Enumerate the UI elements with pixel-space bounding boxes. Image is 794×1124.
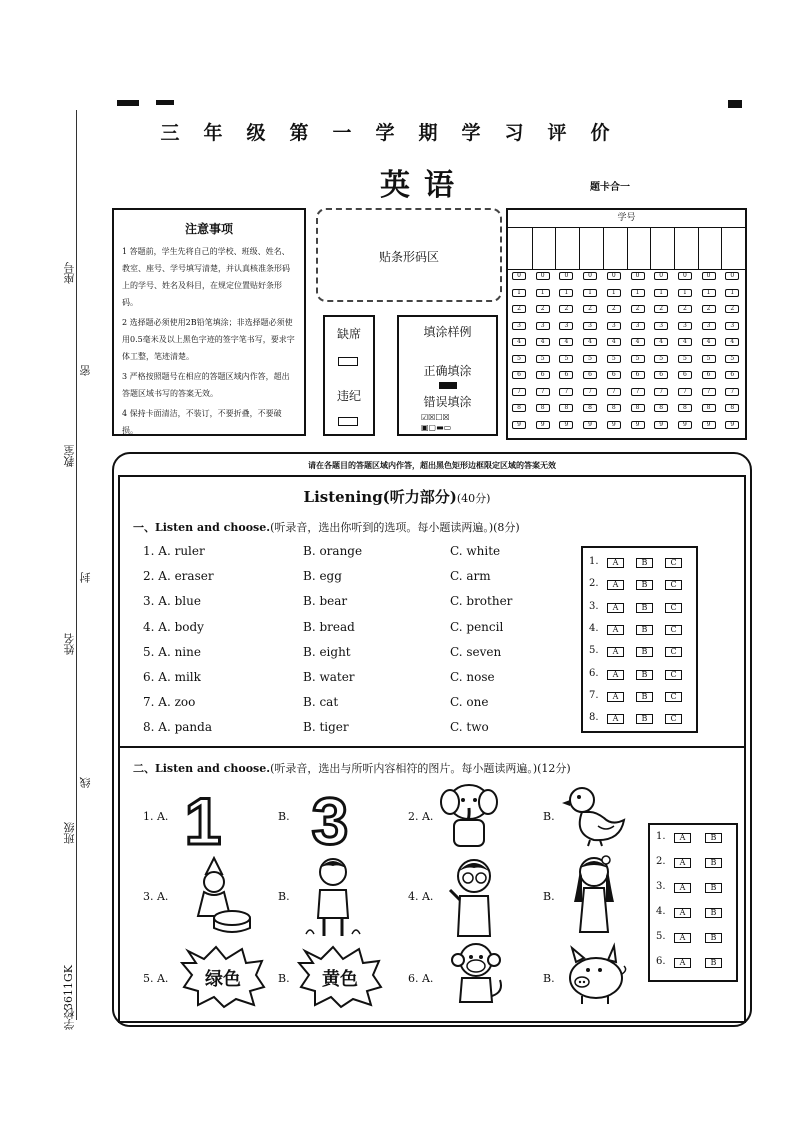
boy-image[interactable] <box>302 856 364 944</box>
notes-box <box>112 208 306 436</box>
student-id-bubble[interactable]: 3 <box>559 322 573 330</box>
student-id-bubble[interactable]: 7 <box>559 388 573 396</box>
section-title <box>0 486 794 507</box>
part2-answer-bubble[interactable]: B <box>705 833 722 843</box>
part1-option-c: C. pencil <box>450 619 504 634</box>
wrong-fill-sample-1: ☑☒☐☒ <box>421 413 450 422</box>
sidebar-classroom-label: 教室 <box>63 445 76 467</box>
notes-item: 4 保持卡面清洁，不装订，不要折叠，不要破损。 <box>122 409 282 435</box>
girl-image[interactable] <box>566 854 622 940</box>
part1-answer-bubble[interactable]: B <box>636 603 653 613</box>
correct-fill-label: 正确填涂 <box>423 364 472 378</box>
corner-mark-left-2 <box>156 100 174 105</box>
part1-question-number: 2. <box>143 569 155 584</box>
part1-answer-bubble[interactable]: A <box>607 625 624 635</box>
part2-instruction: (听录音，选出与所听内容相符的图片。每小题读两遍。)(12分) <box>270 762 571 775</box>
student-id-bubble[interactable]: 7 <box>536 388 550 396</box>
part2-answer-bubble[interactable]: A <box>674 833 691 843</box>
student-id-bubble[interactable]: 4 <box>512 338 526 346</box>
corner-mark-left <box>117 100 139 106</box>
part2-answer-bubble[interactable]: B <box>705 908 722 918</box>
student-id-bubble[interactable]: 0 <box>583 272 597 280</box>
absent-box <box>323 315 375 436</box>
student-id-bubble[interactable]: 7 <box>654 388 668 396</box>
part1-answer-bubble[interactable]: C <box>665 670 682 680</box>
digit-one-image[interactable] <box>178 788 228 850</box>
part1-answer-bubble[interactable]: B <box>636 670 653 680</box>
student-id-bubble[interactable]: 2 <box>607 305 621 313</box>
part1-question-number: 1. <box>143 544 155 558</box>
q3b-label: B. <box>278 890 290 903</box>
student-id-bubble[interactable]: 2 <box>702 305 716 313</box>
part1-question-number: 8. <box>143 720 155 735</box>
barcode-area[interactable] <box>316 208 502 302</box>
student-id-bubble[interactable]: 9 <box>559 421 573 429</box>
part1-option-a <box>143 569 214 583</box>
part1-answer-number: 8. <box>589 712 599 724</box>
part1-answer-bubble[interactable]: A <box>607 558 624 568</box>
student-id-bubble[interactable]: 3 <box>536 322 550 330</box>
part2-answer-bubble[interactable]: A <box>674 858 691 868</box>
student-id-bubble[interactable]: 6 <box>559 371 573 379</box>
exam-title: 三年级第一学期学习评价 <box>160 122 634 144</box>
part2-answer-bubble[interactable]: B <box>705 933 722 943</box>
part2-answer-bubble[interactable]: B <box>705 883 722 893</box>
student-id-column-divider <box>698 227 699 269</box>
part1-option-a <box>143 670 201 684</box>
part1-option-b: B. egg <box>303 569 342 584</box>
notes-item: 3 严格按照题号在相应的答题区域内作答，超出答题区域书写的答案无效。 <box>122 372 290 398</box>
part2-answer-box <box>648 823 738 982</box>
part1-answer-number: 6. <box>589 667 599 679</box>
q4a-label: 4. A. <box>408 890 434 903</box>
student-id-bubble[interactable]: 6 <box>536 371 550 379</box>
student-id-bubble[interactable]: 3 <box>702 322 716 330</box>
student-id-bubble[interactable]: 0 <box>512 272 526 280</box>
student-id-bubble[interactable]: 4 <box>725 338 739 346</box>
part2-answer-number: 5. <box>656 931 666 942</box>
boy-with-drum-image[interactable] <box>176 856 256 936</box>
q2b-label: B. <box>543 810 555 823</box>
student-id-bubble[interactable]: 6 <box>583 371 597 379</box>
notes-item: 2 选择题必须使用2B铅笔填涂；非选择题必须使用0.5毫米及以上黑色字迹的签字笔书写，要求字体工整，笔迹清楚。 <box>122 318 295 361</box>
section-score: (40分) <box>456 492 491 505</box>
part1-option-b: B. tiger <box>303 720 349 735</box>
student-id-bubble[interactable]: 1 <box>583 289 597 297</box>
correct-fill-sample <box>439 382 457 389</box>
student-id-bubble[interactable]: 4 <box>607 338 621 346</box>
student-id-bubble[interactable]: 7 <box>607 388 621 396</box>
sidebar-line <box>76 110 77 1020</box>
part1-title: 一、Listen and choose. <box>133 521 271 534</box>
student-id-bubble[interactable]: 1 <box>536 289 550 297</box>
student-id-bubble[interactable]: 9 <box>607 421 621 429</box>
part1-option-a <box>143 645 201 659</box>
student-id-column-divider <box>555 227 556 269</box>
part1-answer-bubble[interactable]: B <box>636 714 653 724</box>
student-id-bubble[interactable]: 7 <box>631 388 645 396</box>
student-id-bubble[interactable]: 1 <box>512 289 526 297</box>
part1-answer-bubble[interactable]: C <box>665 714 682 724</box>
card-number: 题卡合一 <box>590 182 630 193</box>
part1-answer-number: 2. <box>589 578 599 590</box>
student-id-bubble[interactable]: 0 <box>536 272 550 280</box>
part2-answer-bubble[interactable]: B <box>705 858 722 868</box>
student-id-bubble[interactable]: 5 <box>631 355 645 363</box>
student-id-bubble[interactable]: 1 <box>654 289 668 297</box>
student-id-column-divider <box>674 227 675 269</box>
student-id-bubble[interactable]: 0 <box>725 272 739 280</box>
student-id-bubble[interactable]: 2 <box>631 305 645 313</box>
sidebar-seal-1: 密 <box>79 365 92 376</box>
part1-answer-bubble[interactable]: A <box>607 670 624 680</box>
student-id-bubble[interactable]: 1 <box>559 289 573 297</box>
student-id-bubble[interactable]: 7 <box>583 388 597 396</box>
part1-option-b: B. orange <box>303 544 363 558</box>
student-id-bubble[interactable]: 0 <box>654 272 668 280</box>
student-id-bubble[interactable]: 8 <box>725 404 739 412</box>
student-id-bubble[interactable]: 3 <box>631 322 645 330</box>
fill-example-heading: 填涂样例 <box>423 325 472 339</box>
part1-option-a-text: A. ruler <box>158 544 205 558</box>
wrong-fill-label: 错误填涂 <box>423 395 472 409</box>
student-id-bubble[interactable]: 2 <box>583 305 597 313</box>
fill-example-box <box>397 315 498 436</box>
student-id-bubble[interactable]: 1 <box>607 289 621 297</box>
part2-answer-bubble[interactable]: A <box>674 958 691 968</box>
duck-image[interactable] <box>560 782 630 848</box>
pig-image[interactable] <box>562 940 628 1006</box>
part2-answer-bubble[interactable]: A <box>674 883 691 893</box>
student-id-bubble[interactable]: 8 <box>702 404 716 412</box>
monkey-image[interactable] <box>446 940 506 1012</box>
part1-answer-number: 5. <box>589 645 599 657</box>
q6b-label: B. <box>543 972 555 985</box>
digit-three-image[interactable] <box>302 788 358 850</box>
part1-option-a <box>143 594 201 608</box>
student-id-bubble[interactable]: 6 <box>631 371 645 379</box>
part2-answer-bubble[interactable]: A <box>674 908 691 918</box>
student-id-bubble[interactable]: 3 <box>725 322 739 330</box>
q6a-label: 6. A. <box>408 972 434 985</box>
student-id-bubble[interactable]: 8 <box>512 404 526 412</box>
part1-option-b: B. bear <box>303 594 348 609</box>
sidebar-seal-3: 线 <box>79 777 92 788</box>
student-id-bubble[interactable]: 2 <box>536 305 550 313</box>
student-id-bubble[interactable]: 6 <box>607 371 621 379</box>
part1-question-number: 3. <box>143 594 155 609</box>
student-id-bubble[interactable]: 6 <box>678 371 692 379</box>
notes-heading: 注意事项 <box>184 222 233 236</box>
digit-one-text: 1 <box>184 788 222 850</box>
part2-answer-number: 4. <box>656 906 666 917</box>
q2a-label: 2. A. <box>408 810 434 823</box>
student-id-bubble[interactable]: 2 <box>512 305 526 313</box>
part1-answer-bubble[interactable]: A <box>607 714 624 724</box>
part1-option-c: C. nose <box>450 670 495 684</box>
part1-option-c: C. arm <box>450 569 491 584</box>
part1-question-number: 4. <box>143 619 155 634</box>
q4b-label: B. <box>543 890 555 903</box>
part1-answer-bubble[interactable]: C <box>665 580 682 590</box>
student-id-bubble[interactable]: 9 <box>725 421 739 429</box>
student-id-bubble[interactable]: 8 <box>678 404 692 412</box>
student-id-bubble[interactable]: 5 <box>512 355 526 363</box>
student-id-bubble[interactable]: 5 <box>583 355 597 363</box>
part1-answer-bubble[interactable]: C <box>665 625 682 635</box>
part1-option-a <box>143 695 195 709</box>
part1-answer-bubble[interactable]: B <box>636 692 653 702</box>
student-id-bubble[interactable]: 1 <box>725 289 739 297</box>
sidebar-school-label: 学校 <box>63 1008 76 1030</box>
part1-option-b: B. cat <box>303 695 339 710</box>
girl-with-glasses-image[interactable] <box>440 856 506 942</box>
part1-option-a-text: A. eraser <box>158 569 214 584</box>
part1-question-number: 7. <box>143 695 155 710</box>
part1-question-number: 6. <box>143 670 155 684</box>
student-id-column-divider <box>532 227 533 269</box>
part1-option-a <box>143 544 205 558</box>
student-id-bubble[interactable]: 2 <box>725 305 739 313</box>
student-id-bubble[interactable]: 5 <box>607 355 621 363</box>
q1b-label: B. <box>278 810 290 823</box>
part1-option-a <box>143 620 204 634</box>
sidebar-class-label: 班级 <box>63 822 76 844</box>
part1-heading <box>133 519 520 535</box>
part1-answer-bubble[interactable]: A <box>607 603 624 613</box>
student-id-column-divider <box>650 227 651 269</box>
part1-option-a-text: A. blue <box>158 594 201 609</box>
notes-item: 1 答题前，学生先将自己的学校、班级、姓名、教室、座号、学号填写清楚，并认真核准条形码上的学号、姓名及科目，在规定位置贴好条形码。 <box>122 247 290 307</box>
student-id-bubble[interactable]: 1 <box>702 289 716 297</box>
student-id-bubble[interactable]: 3 <box>512 322 526 330</box>
part1-answer-bubble[interactable]: A <box>607 647 624 657</box>
corner-mark-right <box>728 100 742 108</box>
student-id-bubble[interactable]: 3 <box>607 322 621 330</box>
student-id-bubble[interactable]: 7 <box>702 388 716 396</box>
part1-option-a-text: A. zoo <box>158 695 196 710</box>
student-id-bubble[interactable]: 7 <box>512 388 526 396</box>
part1-option-c: C. two <box>450 720 489 735</box>
student-id-bubble[interactable]: 5 <box>536 355 550 363</box>
answer-warning: 请在各题目的答题区域内作答，超出黑色矩形边框限定区域的答案无效 <box>308 460 556 470</box>
part1-option-a <box>143 720 212 734</box>
part1-answer-bubble[interactable]: B <box>636 625 653 635</box>
student-id-bubble[interactable]: 0 <box>702 272 716 280</box>
student-id-column-divider <box>579 227 580 269</box>
wrong-fill-sample-2: ▣▢▬▭ <box>421 423 452 432</box>
part2-answer-number: 3. <box>656 881 666 892</box>
part1-answer-bubble[interactable]: B <box>636 647 653 657</box>
student-id-bubble[interactable]: 6 <box>725 371 739 379</box>
absent-label: 缺席 <box>336 327 361 341</box>
elephant-image[interactable] <box>440 780 498 850</box>
student-id-bubble[interactable]: 8 <box>583 404 597 412</box>
student-id-bubble[interactable]: 8 <box>607 404 621 412</box>
student-id-bubble[interactable]: 0 <box>559 272 573 280</box>
student-id-bubble[interactable]: 6 <box>512 371 526 379</box>
q5b-label: B. <box>278 972 290 985</box>
part2-answer-bubble[interactable]: A <box>674 933 691 943</box>
student-id-bubble[interactable]: 2 <box>559 305 573 313</box>
barcode-label: 贴条形码区 <box>378 250 439 264</box>
part1-answer-number: 1. <box>589 556 599 567</box>
part1-option-b: B. bread <box>303 619 355 634</box>
part1-option-c: C. one <box>450 695 489 710</box>
part1-answer-bubble[interactable]: C <box>665 558 682 568</box>
student-id-bubble[interactable]: 1 <box>678 289 692 297</box>
subject-title: 英语 <box>380 168 468 203</box>
student-id-bubble[interactable]: 4 <box>654 338 668 346</box>
part2-answer-number: 1. <box>656 831 666 842</box>
green-color-text: 绿色 <box>205 969 241 990</box>
part1-answer-bubble[interactable]: A <box>607 692 624 702</box>
part1-option-c: C. white <box>450 544 501 558</box>
student-id-bubble[interactable]: 5 <box>702 355 716 363</box>
student-id-bubble[interactable]: 5 <box>559 355 573 363</box>
q3a-label: 3. A. <box>143 890 169 903</box>
part1-option-a-text: A. body <box>158 619 204 634</box>
student-id-bubble[interactable]: 9 <box>654 421 668 429</box>
part1-answer-number: 7. <box>589 689 599 701</box>
part2-answer-number: 6. <box>656 956 666 967</box>
part1-answer-bubble[interactable]: C <box>665 603 682 613</box>
student-id-bubble[interactable]: 8 <box>654 404 668 412</box>
part2-heading <box>133 760 571 776</box>
part1-answer-bubble[interactable]: B <box>636 558 653 568</box>
student-id-bubble[interactable]: 5 <box>654 355 668 363</box>
part1-answer-bubble[interactable]: C <box>665 647 682 657</box>
violation-checkbox[interactable] <box>338 417 358 426</box>
student-id-bubble[interactable]: 9 <box>536 421 550 429</box>
student-id-grid <box>506 208 747 440</box>
student-id-bubble[interactable]: 0 <box>678 272 692 280</box>
part1-option-a-text: A. panda <box>158 720 212 735</box>
student-id-bubble[interactable]: 9 <box>583 421 597 429</box>
student-id-bubble[interactable]: 9 <box>702 421 716 429</box>
student-id-bubble[interactable]: 8 <box>631 404 645 412</box>
q5a-label: 5. A. <box>143 972 169 985</box>
student-id-column-divider <box>627 227 628 269</box>
student-id-bubble[interactable]: 8 <box>536 404 550 412</box>
section-title-text: Listening(听力部分) <box>303 488 457 506</box>
student-id-bubble[interactable]: 4 <box>583 338 597 346</box>
yellow-color-text: 黄色 <box>322 969 358 990</box>
sidebar-name-label: 姓名 <box>63 633 76 655</box>
student-id-bubble[interactable]: 2 <box>654 305 668 313</box>
green-color-image[interactable] <box>180 945 266 1009</box>
student-id-separator <box>508 269 745 270</box>
student-id-bubble[interactable]: 0 <box>607 272 621 280</box>
part1-answer-bubble[interactable]: A <box>607 580 624 590</box>
student-id-heading: 学号 <box>508 210 745 228</box>
student-id-bubble[interactable]: 4 <box>702 338 716 346</box>
student-id-bubble[interactable]: 5 <box>678 355 692 363</box>
part1-option-c: C. seven <box>450 644 502 659</box>
part1-option-a-text: A. milk <box>158 670 201 684</box>
sidebar-code: 3611GK <box>62 965 75 1010</box>
part2-answer-number: 2. <box>656 856 666 867</box>
part1-answer-bubble[interactable]: C <box>665 692 682 702</box>
student-id-bubble[interactable]: 8 <box>559 404 573 412</box>
part1-option-a-text: A. nine <box>158 644 201 659</box>
student-id-bubble[interactable]: 2 <box>678 305 692 313</box>
student-id-bubble[interactable]: 0 <box>631 272 645 280</box>
student-id-column-divider <box>603 227 604 269</box>
absent-checkbox[interactable] <box>338 357 358 366</box>
student-id-bubble[interactable]: 4 <box>536 338 550 346</box>
sidebar-seal-2: 封 <box>79 572 92 583</box>
student-id-bubble[interactable]: 4 <box>559 338 573 346</box>
part1-question-number: 5. <box>143 644 155 659</box>
student-id-column-divider <box>721 227 722 269</box>
student-id-bubble[interactable]: 4 <box>631 338 645 346</box>
part1-option-b: B. eight <box>303 644 351 659</box>
student-id-bubble[interactable]: 3 <box>654 322 668 330</box>
student-id-bubble[interactable]: 3 <box>678 322 692 330</box>
student-id-bubble[interactable]: 9 <box>678 421 692 429</box>
digit-three-text: 3 <box>311 788 349 850</box>
student-id-bubble[interactable]: 1 <box>631 289 645 297</box>
violation-label: 违纪 <box>336 389 361 403</box>
part1-instruction: (听录音，选出你听到的选项。每小题读两遍。)(8分) <box>270 521 520 534</box>
student-id-bubble[interactable]: 3 <box>583 322 597 330</box>
q1a-label: 1. A. <box>143 810 169 823</box>
part-divider <box>118 746 746 748</box>
part2-title: 二、Listen and choose. <box>133 762 271 775</box>
sidebar-seat-label: 座号 <box>63 262 76 284</box>
student-id-bubble[interactable]: 6 <box>654 371 668 379</box>
yellow-color-image[interactable] <box>297 945 383 1009</box>
part1-option-c: C. brother <box>450 594 513 609</box>
student-id-bubble[interactable]: 9 <box>512 421 526 429</box>
part1-answer-bubble[interactable]: B <box>636 580 653 590</box>
part1-answer-number: 3. <box>589 600 599 612</box>
part2-answer-bubble[interactable]: B <box>705 958 722 968</box>
student-id-bubble[interactable]: 7 <box>678 388 692 396</box>
student-id-bubble[interactable]: 4 <box>678 338 692 346</box>
part1-answer-number: 4. <box>589 622 599 634</box>
student-id-bubble[interactable]: 5 <box>725 355 739 363</box>
part1-option-b: B. water <box>303 670 355 684</box>
student-id-bubble[interactable]: 9 <box>631 421 645 429</box>
student-id-bubble[interactable]: 7 <box>725 388 739 396</box>
student-id-bubble[interactable]: 6 <box>702 371 716 379</box>
part1-answer-box <box>581 546 698 733</box>
